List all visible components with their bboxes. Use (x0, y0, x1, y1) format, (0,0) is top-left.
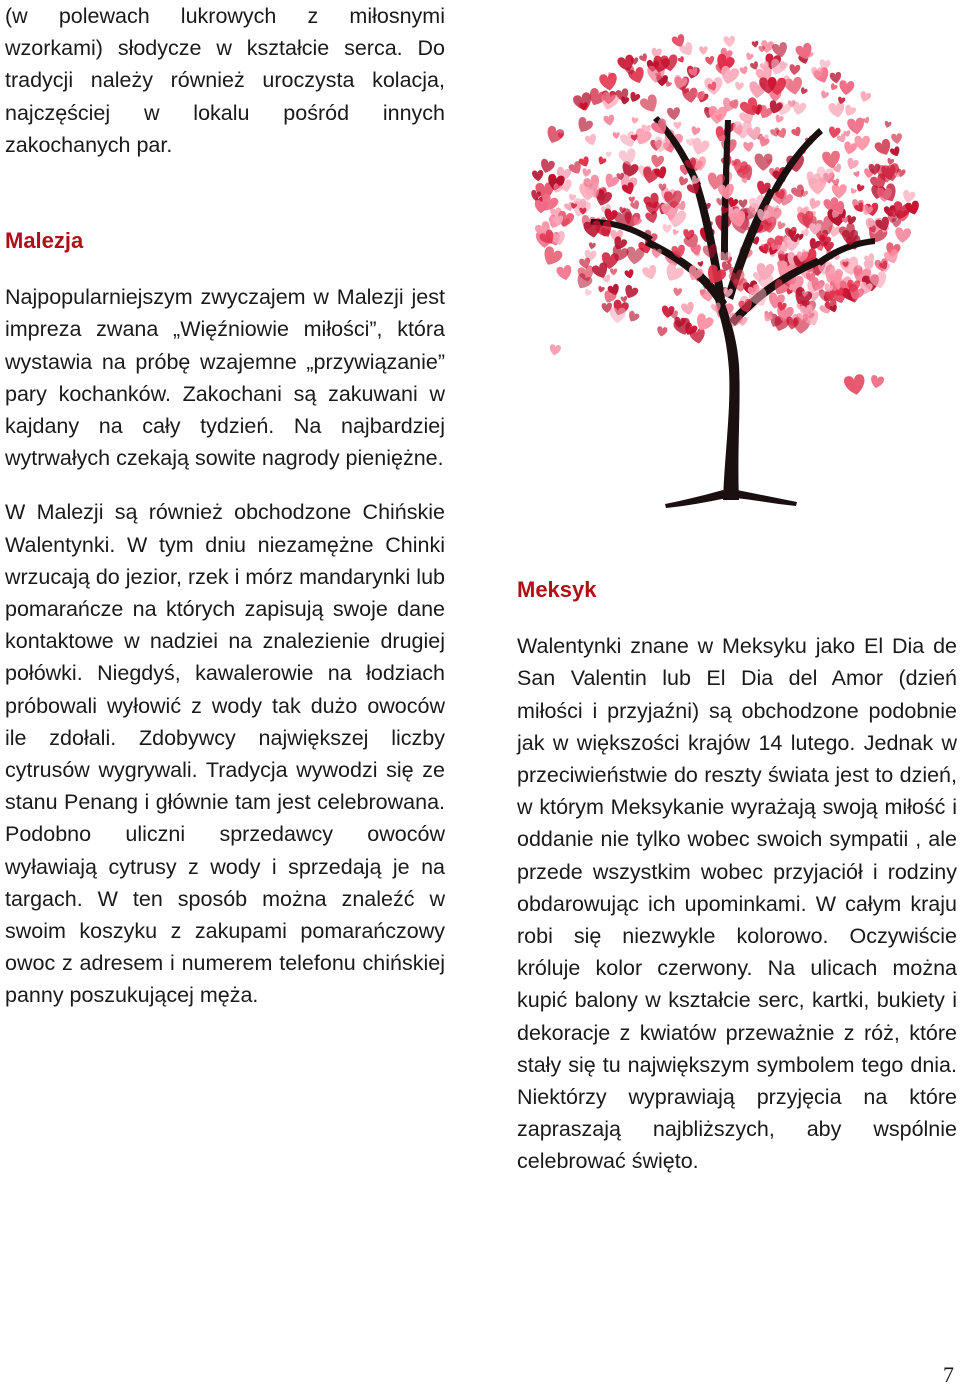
heart-icon (891, 133, 903, 144)
heart-icon (854, 136, 869, 151)
heart-icon (855, 184, 864, 193)
heart-icon (662, 224, 672, 234)
heart-icon (819, 90, 829, 100)
heart-icon (894, 227, 911, 244)
heart-icon (799, 87, 808, 96)
heart-icon (599, 72, 619, 92)
heart-icon (544, 125, 566, 146)
tree-root (735, 490, 797, 506)
heart-icon (739, 66, 749, 76)
heart-icon (705, 56, 715, 66)
malaysia-heading: Malezja (5, 228, 84, 254)
heart-icon (610, 268, 617, 275)
heart-icon (849, 188, 857, 196)
heart-icon (625, 246, 645, 265)
heart-icon (677, 56, 685, 64)
heart-icon (628, 91, 641, 104)
heart-icon (584, 133, 598, 147)
mexico-paragraph: Walentynki znane w Meksyku jako El Dia de San Valentin lub El Dia del Amor (dzień miłości i przyjaźni) są obchodzone podobnie jak w większości krajów 14 lutego. Jednak w przeciwieństwie do reszty świata jest to dzień, w którym Meksykanie wyrażają swoją miłość i oddanie nie tylko wobec swoich sympatii , ale przede wszystkim wobec przyjaciół i rodziny obdarowując ich upominkami. W całym kraju robi się niezwykle kolorowo. Oczywiście króluje kolor czerwony. Na ulicach można kupić balony w kształcie serc, kartki, bukiety i dekoracje z kwiatów przeważnie z róż, które stały się tu największym symbolem tego dnia. Niektórzy wyprawiają przyjęcia na które zapraszają najbliższych, aby wspólnie celebrować święto. (517, 634, 957, 1174)
heart-icon (723, 36, 735, 48)
malaysia-paragraph-2: W Malezji są również obchodzone Chińskie Walentynki. W tym dniu niezamężne Chinki wrzucają do jezior, rzek i mórz mandarynki lub pomarańcze na których zapisują swoje dane kontaktowe w nadziei na znalezienie drugiej połówki. Niegdyś, kawalerowie na łodziach próbowali wyłowić z wody tak dużo owoców ile zdołali. Zdobywcy największej liczby cytrusów wygrywali. Tradycja wywodzi się ze stanu Penang i głównie tam jest celebrowana. Podobno uliczni sprzedawcy owoców wyławiają cytrusy z wody i sprzedają je na targach. W ten sposób można znaleźć w swoim koszyku z zakupami pomarańczowy owoc z adresem i numerem telefonu chińskiej panny poszukującej męża. (5, 500, 445, 1008)
heart-icon (680, 301, 695, 316)
right-column (517, 574, 957, 1178)
heart-icon (699, 46, 708, 54)
heart-icon (853, 171, 861, 178)
heart-icon (734, 81, 744, 91)
heart-icon (532, 170, 544, 182)
heart-icon (754, 153, 772, 171)
heart-icon (738, 199, 748, 208)
intro-paragraph: (w polewach lukrowych z miłosnymi wzorkami) słodycze w kształcie serca. Do tradycji należy również uroczysta kolacja, najczęściej w lokalu pośród innych zakochanych par. (5, 4, 445, 157)
heart-icon (843, 373, 867, 396)
heart-icon (624, 269, 635, 280)
heart-icon (629, 196, 636, 202)
heart-icon (656, 326, 668, 338)
heart-icon (588, 242, 596, 250)
heart-icon (673, 287, 683, 296)
heart-icon (869, 374, 884, 389)
heart-icon (689, 328, 707, 345)
heart-icon (789, 64, 801, 76)
heart-icon (574, 116, 594, 136)
heart-icon (829, 83, 838, 92)
heart-icon (771, 41, 789, 59)
heart-icon (673, 122, 681, 130)
heart-icon (859, 91, 872, 104)
heart-icon (582, 168, 592, 178)
heart-icon (639, 93, 662, 115)
heart-icon (597, 156, 607, 166)
heart-icon (704, 77, 723, 96)
mexico-heading: Meksyk (517, 577, 597, 602)
heart-tree-icon (525, 20, 925, 510)
heart-icon (631, 117, 639, 124)
heart-icon (774, 114, 784, 124)
heart-icon (626, 310, 640, 324)
left-column (5, 0, 445, 1012)
heart-icon (641, 264, 659, 281)
heart-icon (697, 261, 704, 268)
tree-root (665, 490, 727, 508)
heart-icon (606, 152, 612, 158)
heart-icon (671, 229, 679, 237)
tree-trunk (715, 298, 740, 500)
heart-icon (838, 80, 854, 96)
heart-icon (667, 107, 681, 121)
heart-icon (613, 132, 620, 139)
heart-icon (650, 154, 665, 168)
heart-icon (842, 104, 856, 118)
heart-icon (540, 245, 564, 269)
heart-icon (549, 344, 562, 356)
heart-icon (831, 184, 847, 199)
heart-icon (556, 264, 574, 281)
heart-icon (751, 41, 759, 48)
heart-icon (583, 288, 592, 297)
heart-icon (873, 138, 894, 158)
heart-icon (690, 126, 701, 137)
page-number: 7 (943, 1362, 954, 1387)
heart-icon (620, 296, 627, 303)
malaysia-paragraph-1: Najpopularniejszym zwyczajem w Malezji jest impreza zwana „Więźniowie miłości”, która wystawia na próbę wzajemne „przywiązanie” pary kochanków. Zakochani są zakuwani w kajdany na cały tydzień. Na najbardziej wytrwałych czekają sowite nagrody pieniężne. (5, 285, 445, 471)
heart-icon (603, 114, 615, 126)
heart-icon (708, 106, 728, 125)
heart-icon (677, 176, 689, 188)
heart-icon (791, 126, 803, 138)
heart-icon (828, 101, 846, 119)
heart-icon (884, 121, 892, 129)
heart-icon (776, 221, 786, 231)
heart-icon (889, 146, 901, 158)
heart-icon (597, 286, 605, 294)
heart-icon (745, 52, 754, 61)
heart-icon (845, 157, 860, 171)
